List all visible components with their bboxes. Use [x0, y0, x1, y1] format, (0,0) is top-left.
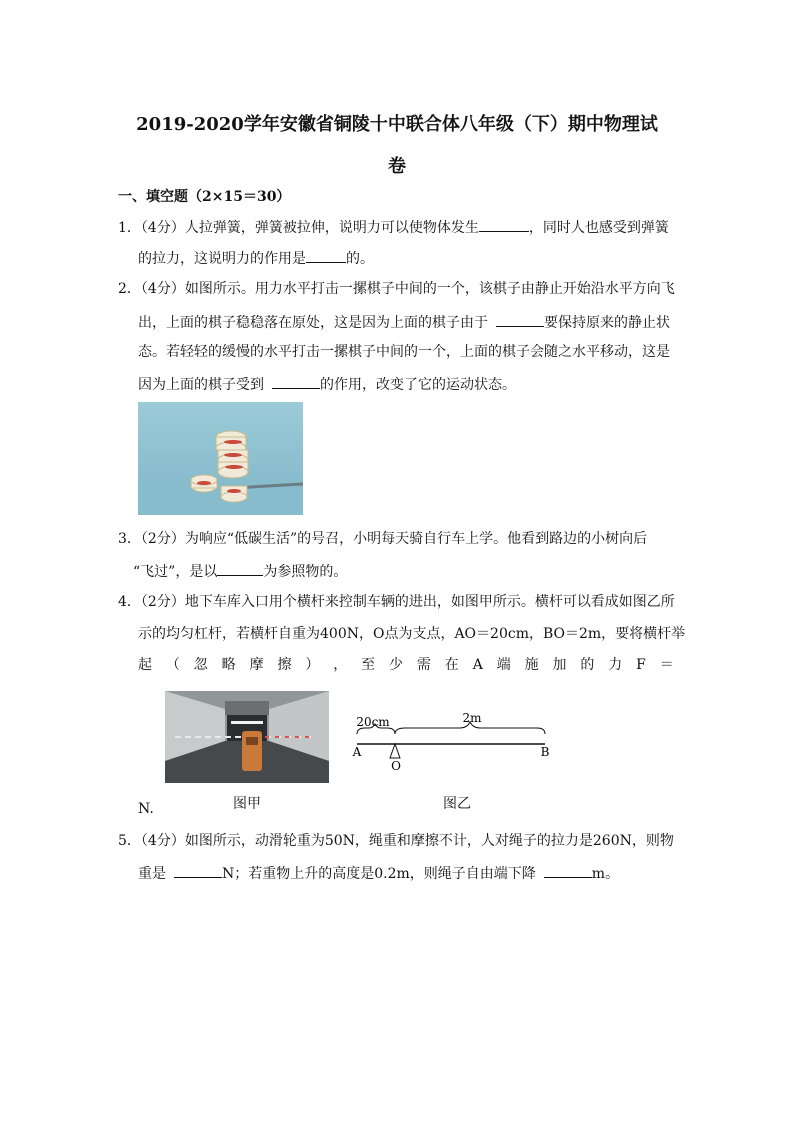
q4-line-3-char: 加 — [552, 657, 567, 673]
q1-text-c: 的拉力，这说明力的作用是 — [138, 251, 306, 267]
q4-line-3-char: （ — [165, 657, 180, 673]
q3-line-2 — [133, 561, 347, 581]
q5-blank-2[interactable] — [544, 863, 592, 878]
q2-text-c: 因为上面的棋子受到 — [138, 377, 264, 393]
q2-line-2 — [138, 312, 670, 332]
q2-blank-2[interactable] — [272, 374, 320, 389]
q4-line-3-char: ， — [333, 657, 348, 673]
q2-line-3: 态。若轻轻的缓慢的水平打击一摞棋子中间的一个，上面的棋子会随之水平移动，这是 — [138, 344, 670, 360]
q4-line-3-char: ） — [305, 657, 320, 673]
q3-text-a: “飞过”，是以 — [133, 564, 218, 580]
q5-line-1: 5．（4分）如图所示，动滑轮重为50N，绳重和摩擦不计，人对绳子的拉力是260N，则物 — [118, 833, 674, 849]
q1-text-d: 的。 — [346, 251, 374, 267]
q5-blank-1[interactable] — [174, 863, 222, 878]
q1-line-2 — [138, 248, 374, 268]
q1-blank-1[interactable] — [479, 217, 529, 232]
q2-text-d: 的作用，改变了它的运动状态。 — [320, 377, 516, 393]
q2-chess-stack-photo — [138, 402, 303, 515]
q4-line-3-char: 在 — [444, 657, 459, 673]
q4-line-3-char: 需 — [416, 657, 431, 673]
q4-fulcrum — [390, 744, 400, 758]
q5-text-c: m。 — [591, 866, 620, 882]
q5-line-2 — [138, 863, 619, 883]
q4-line-3-char: 至 — [361, 657, 376, 673]
q1-text-a: 1．（4分）人拉弹簧，弹簧被拉伸，说明力可以使物体发生 — [118, 220, 479, 236]
q4-line-3-char: 擦 — [277, 657, 292, 673]
q4-point-o: O — [391, 759, 401, 773]
q4-line-3-char: 忽 — [193, 657, 208, 673]
q4-line-1: 4．（2分）地下车库入口用个横杆来控制车辆的进出，如图甲所示。横杆可以看成如图乙所 — [118, 594, 675, 610]
q3-text-b: 为参照物的。 — [263, 564, 348, 580]
q2-line-4 — [138, 374, 516, 394]
q4-point-a: A — [352, 745, 362, 759]
q4-label-20cm: 20cm — [356, 715, 390, 729]
q4-line-3-char: 的 — [580, 657, 595, 673]
section-heading: 一、填空题（2×15＝30） — [118, 189, 291, 205]
q5-text-a: 重是 — [138, 866, 166, 882]
q4-line-3 — [138, 656, 674, 674]
q1-text-b: ，同时人也感受到弹簧 — [528, 220, 669, 236]
q1-blank-2[interactable] — [306, 248, 346, 263]
q4-line-4: N. — [138, 801, 154, 817]
q4-line-3-char: 力 — [608, 657, 623, 673]
q4-line-3-char: ＝ — [659, 657, 674, 673]
q4-line-2: 示的均匀杠杆，若横杆自重为400N，O点为支点，AO＝20cm，BO＝2m，要将横杆举 — [138, 626, 686, 642]
q3-blank-1[interactable] — [217, 561, 263, 576]
q3-line-1: 3．（2分）为响应“低碳生活”的号召，小明每天骑自行车上学。他看到路边的小树向后 — [118, 531, 648, 547]
q4-line-3-char: A — [472, 657, 483, 673]
title-line-2: 卷 — [388, 156, 406, 177]
q4-fig-a-label: 图甲 — [233, 796, 261, 812]
q5-text-b: N；若重物上升的高度是0.2m，则绳子自由端下降 — [222, 866, 536, 882]
q2-line-1: 2．（4分）如图所示。用力水平打击一摞棋子中间的一个，该棋子由静止开始沿水平方向飞 — [118, 281, 675, 297]
q4-line-3-char: F — [636, 657, 646, 673]
q4-line-3-char: 端 — [496, 657, 511, 673]
q2-text-a: 出，上面的棋子稳稳落在原处，这是因为上面的棋子由于 — [138, 315, 488, 331]
q2-text-b: 要保持原来的静止状 — [544, 315, 670, 331]
q4-garage-photo — [165, 691, 329, 783]
q4-label-2m: 2m — [462, 711, 482, 725]
title-line-1: 2019-2020学年安徽省铜陵十中联合体八年级（下）期中物理试 — [136, 114, 658, 135]
q4-lever-diagram — [345, 706, 560, 778]
q1-line-1 — [118, 217, 669, 237]
q4-line-3-char: 起 — [138, 657, 152, 673]
q2-blank-1[interactable] — [496, 312, 544, 327]
q4-line-3-char: 摩 — [249, 657, 264, 673]
q4-line-3-char: 少 — [389, 657, 404, 673]
q4-point-b: B — [540, 745, 550, 759]
q4-line-3-char: 略 — [221, 657, 236, 673]
q4-line-3-char: 施 — [524, 657, 539, 673]
q4-fig-b-label: 图乙 — [443, 796, 471, 812]
page-title — [100, 104, 694, 188]
